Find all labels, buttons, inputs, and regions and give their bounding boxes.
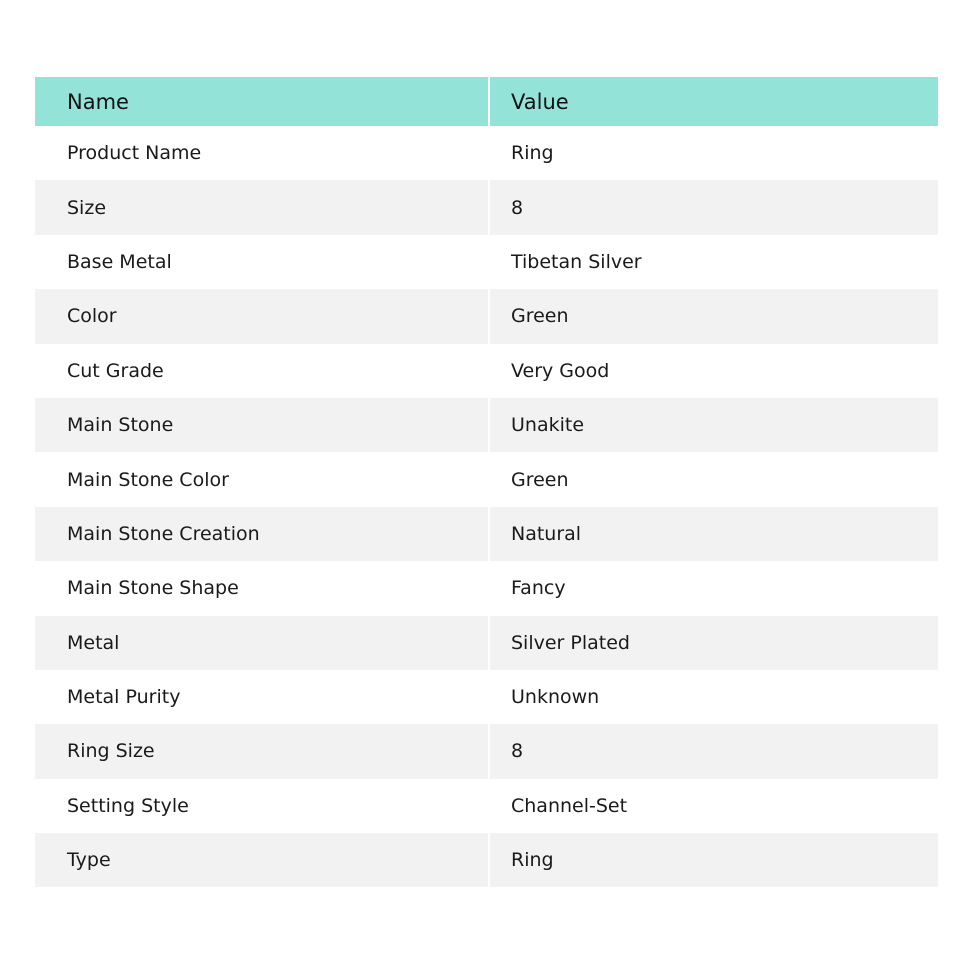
table-row [35,670,938,724]
row-value-cell: Silver Plated [490,616,938,670]
table-row [35,126,938,180]
row-name-cell: Main Stone [35,398,490,452]
row-value-cell: Unknown [490,670,938,724]
row-name-cell: Cut Grade [35,344,490,398]
table-header-row [35,77,938,126]
row-name-cell: Main Stone Color [35,452,490,506]
table-row [35,398,938,452]
table-row [35,616,938,670]
row-name-cell: Base Metal [35,235,490,289]
table-row [35,779,938,833]
row-name-cell: Color [35,289,490,343]
table-row [35,561,938,615]
table-row [35,289,938,343]
row-value-cell: Unakite [490,398,938,452]
table-row [35,724,938,778]
row-value-cell: 8 [490,180,938,234]
row-name-cell: Main Stone Creation [35,507,490,561]
row-value-cell: Very Good [490,344,938,398]
row-value-cell: Fancy [490,561,938,615]
row-name-cell: Setting Style [35,779,490,833]
row-value-cell: Green [490,289,938,343]
table-row [35,180,938,234]
row-value-cell: Tibetan Silver [490,235,938,289]
table-row [35,235,938,289]
header-name: Name [35,77,490,126]
header-value: Value [490,77,938,126]
table-row [35,452,938,506]
row-value-cell: Natural [490,507,938,561]
row-value-cell: Channel-Set [490,779,938,833]
row-value-cell: 8 [490,724,938,778]
row-value-cell: Ring [490,126,938,180]
row-name-cell: Metal Purity [35,670,490,724]
table-row [35,507,938,561]
table-row [35,833,938,887]
row-name-cell: Metal [35,616,490,670]
row-name-cell: Main Stone Shape [35,561,490,615]
table-row [35,344,938,398]
row-name-cell: Product Name [35,126,490,180]
row-name-cell: Type [35,833,490,887]
row-value-cell: Green [490,452,938,506]
row-value-cell: Ring [490,833,938,887]
row-name-cell: Size [35,180,490,234]
product-spec-table [35,77,938,887]
row-name-cell: Ring Size [35,724,490,778]
